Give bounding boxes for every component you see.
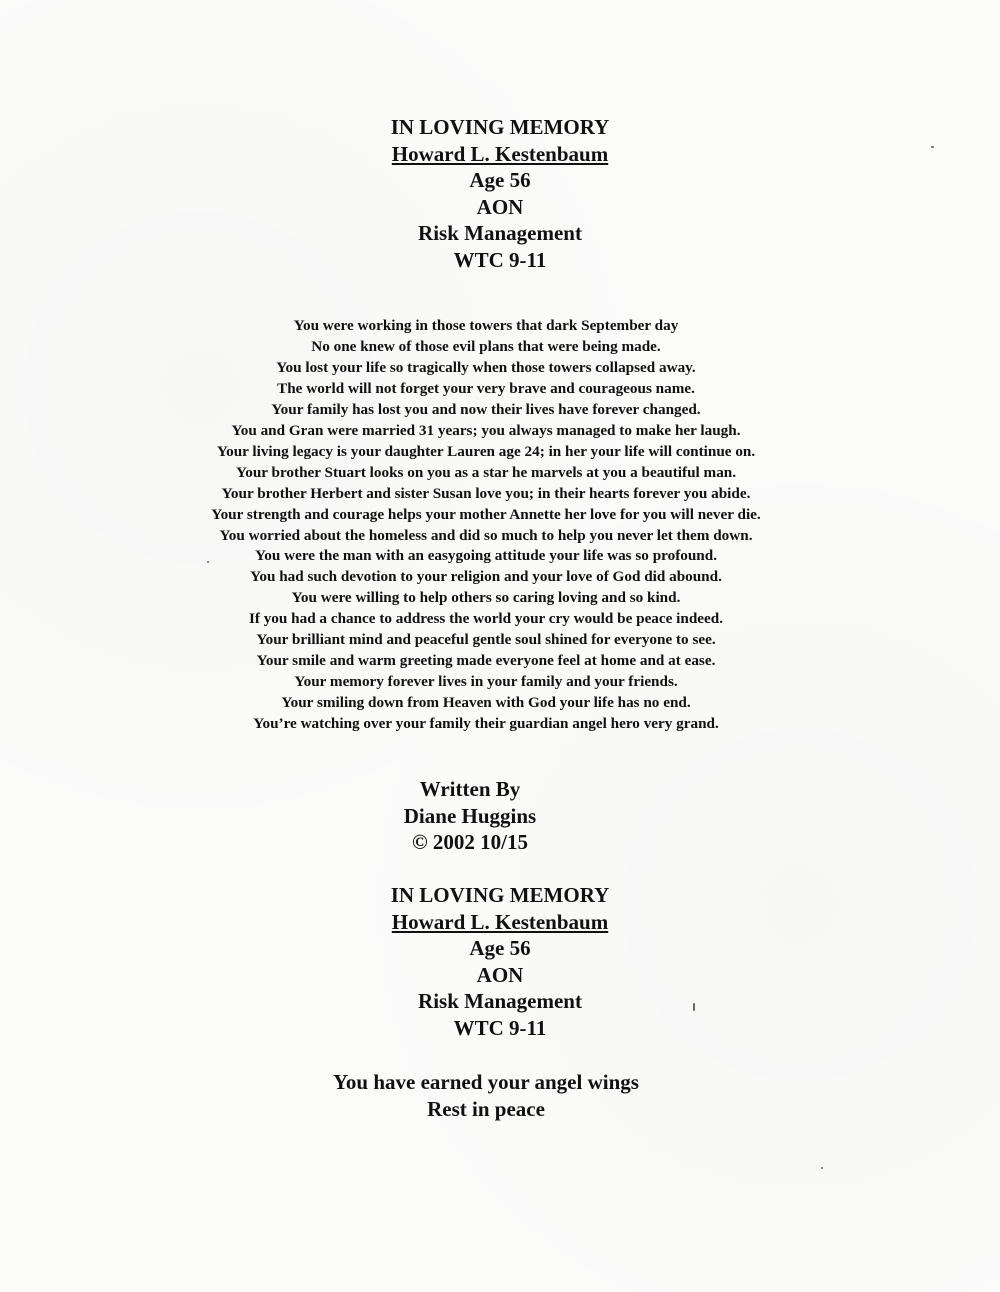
poem-line: Your family has lost you and now their lives have forever changed. bbox=[271, 400, 701, 418]
scan-speck bbox=[693, 1003, 695, 1011]
memorial-header-top bbox=[0, 114, 1000, 273]
memorial-name: Howard L. Kestenbaum bbox=[391, 909, 609, 934]
written-by-label: Written By bbox=[419, 777, 521, 801]
poem-line: Your smile and warm greeting made everyone feel at home and at ease. bbox=[256, 652, 716, 670]
poem-line: You were working in those towers that dark September day bbox=[293, 317, 679, 334]
closing-line-angel-wings: You have earned your angel wings bbox=[333, 1070, 639, 1094]
poem-line: You lost your life so tragically when those towers collapsed away. bbox=[276, 358, 696, 376]
poem-line: Your brother Herbert and sister Susan love you; in their hearts forever you abide. bbox=[221, 484, 751, 502]
poem-line: Your strength and courage helps your mother Annette her love for you will never die. bbox=[211, 505, 761, 523]
poem-line: You and Gran were married 31 years; you always managed to make her laugh. bbox=[231, 421, 741, 439]
poem-line: You were willing to help others so caring loving and so kind. bbox=[291, 589, 681, 607]
memorial-title: IN LOVING MEMORY bbox=[390, 883, 610, 907]
scan-speck bbox=[821, 1167, 823, 1169]
closing-line-rest-in-peace: Rest in peace bbox=[427, 1097, 545, 1121]
memorial-age: Age 56 bbox=[469, 168, 531, 192]
poem-line: Your living legacy is your daughter Lauren age 24; in her your life will continue on. bbox=[216, 442, 756, 460]
copyright-notice: © 2002 10/15 bbox=[411, 830, 529, 854]
closing-message bbox=[0, 1069, 972, 1123]
poem-line: Your memory forever lives in your family and your friends. bbox=[294, 673, 678, 691]
memorial-company: AON bbox=[476, 962, 524, 987]
memorial-name: Howard L. Kestenbaum bbox=[391, 141, 609, 166]
poem-line: You’re watching over your family their guardian angel hero very grand. bbox=[253, 715, 719, 733]
memorial-department: Risk Management bbox=[418, 221, 582, 245]
memorial-age: Age 56 bbox=[469, 936, 531, 960]
scan-speck bbox=[931, 146, 934, 148]
author-name: Diane Huggins bbox=[403, 803, 537, 828]
poem-credits bbox=[0, 776, 940, 856]
memorial-event: WTC 9-11 bbox=[453, 1015, 547, 1040]
poem-line: Your brother Stuart looks on you as a star he marvels at you a beautiful man. bbox=[235, 463, 737, 481]
poem-line: You had such devotion to your religion and your love of God did abound. bbox=[250, 568, 722, 586]
poem-line: You worried about the homeless and did so much to help you never let them down. bbox=[219, 526, 753, 544]
poem-line: You were the man with an easygoing attitude your life was so profound. bbox=[255, 547, 717, 565]
poem bbox=[0, 316, 972, 735]
memorial-department: Risk Management bbox=[418, 989, 582, 1013]
memorial-title: IN LOVING MEMORY bbox=[390, 115, 610, 139]
memorial-company: AON bbox=[476, 194, 524, 219]
poem-line: Your brilliant mind and peaceful gentle soul shined for everyone to see. bbox=[256, 631, 716, 649]
poem-line: No one knew of those evil plans that were being made. bbox=[311, 337, 661, 355]
scan-speck bbox=[207, 561, 209, 563]
poem-line: If you had a chance to address the world your cry would be peace indeed. bbox=[248, 610, 724, 628]
memorial-event: WTC 9-11 bbox=[453, 247, 547, 272]
memorial-header-bottom bbox=[0, 882, 1000, 1041]
poem-line: Your smiling down from Heaven with God your life has no end. bbox=[281, 694, 691, 712]
poem-line: The world will not forget your very brave and courageous name. bbox=[277, 379, 695, 397]
